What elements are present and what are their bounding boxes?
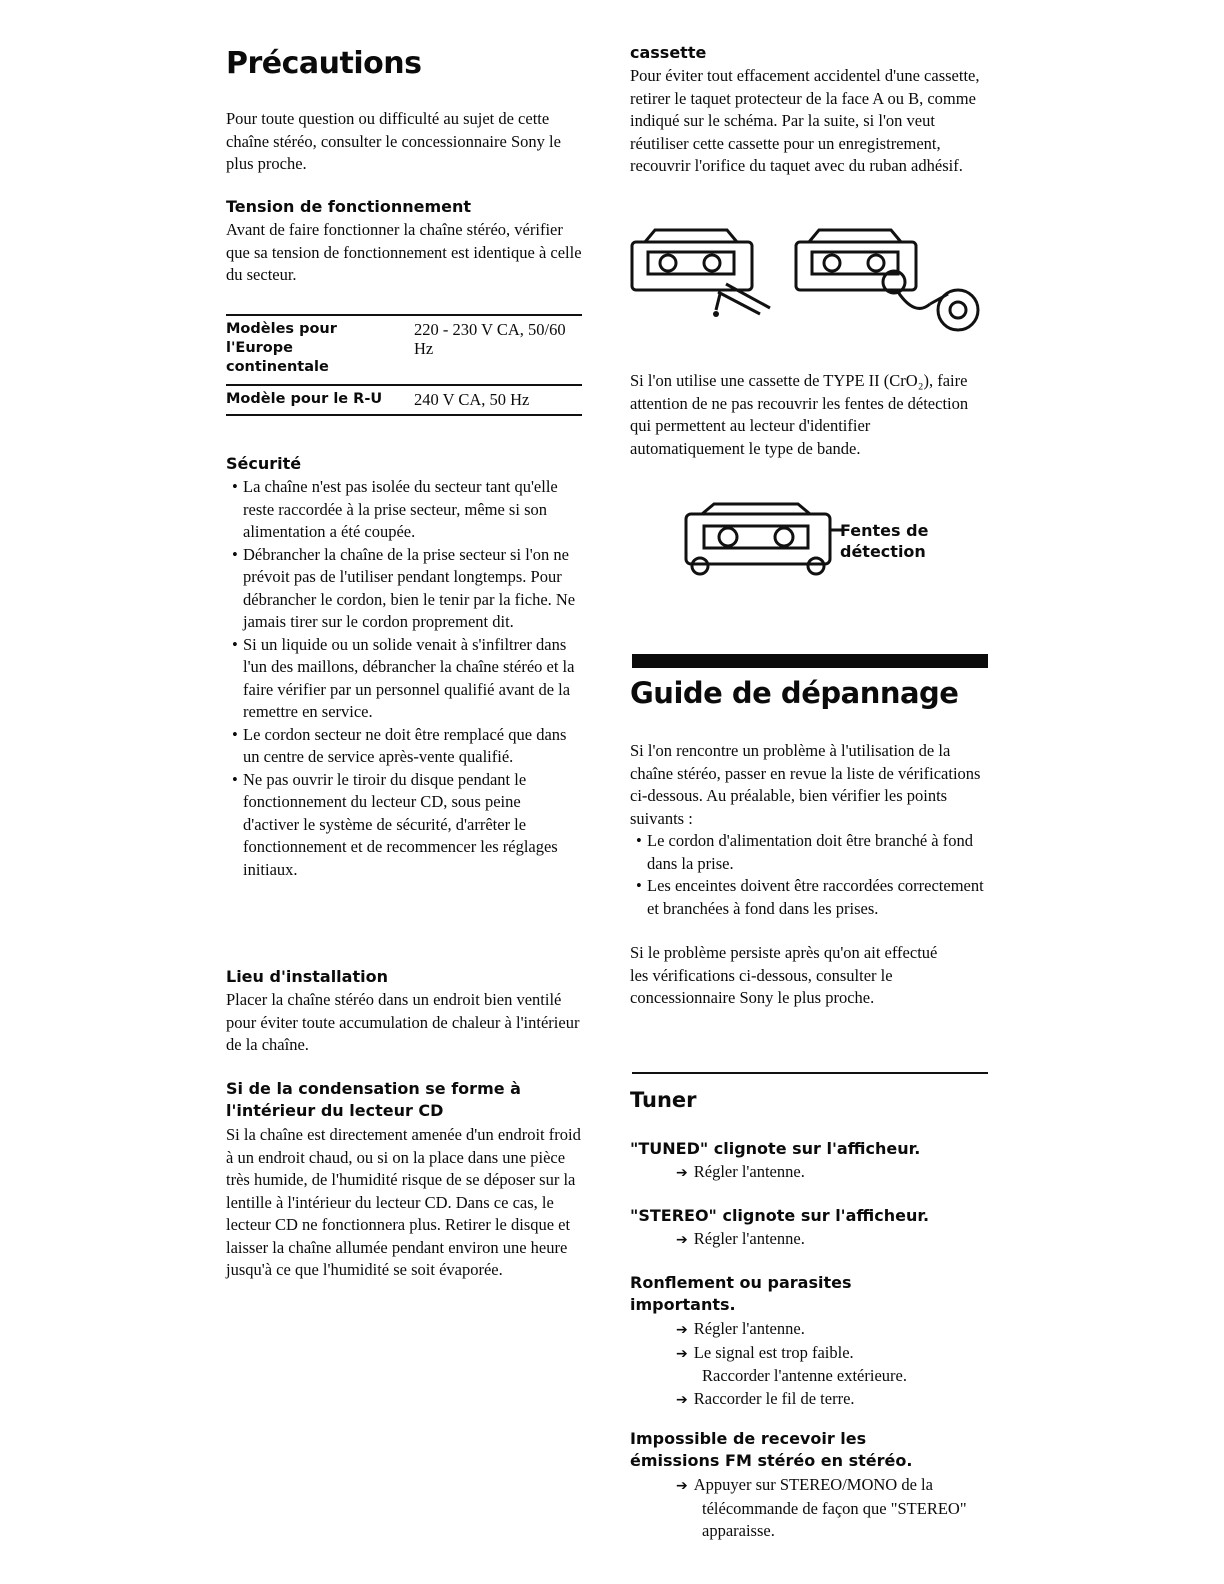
voltage-row-europe [226,314,582,384]
fix-text: Régler l'antenne. [693,1162,805,1181]
noise-fix-2b: Raccorder l'antenne extérieure. [702,1366,907,1385]
fix-text: Régler l'antenne. [693,1229,805,1248]
tension-heading: Tension de fonctionnement [226,197,472,216]
detection-slots-label [840,520,928,562]
arrow-right-icon: ➔ [676,1478,688,1494]
arrow-right-icon: ➔ [676,1322,688,1338]
tuner-heading: Tuner [630,1088,697,1112]
fix-text: Le signal est trop faible. [693,1342,854,1362]
arrow-right-icon: ➔ [676,1345,688,1362]
voltage-table [226,314,582,416]
cassette-tab-illustration [630,222,990,332]
guide-intro: Si l'on rencontre un problème à l'utilisation de la chaîne stéréo, passer en revue la liste de vérifications ci-dessous. Au préalable, bien vérifier les points suivants : [630,741,981,828]
list-item: • Les enceintes doivent être raccordées correctement et branchées à fond dans les prises. [630,875,984,920]
guide-checklist [630,830,984,920]
voltage-key: Modèle pour le R-U [226,391,383,407]
voltage-value: 240 V CA, 50 Hz [414,390,530,409]
lieu-text: Placer la chaîne stéréo dans un endroit bien ventilé pour éviter toute accumulation de chaleur à l'intérieur de la chaîne. [226,990,580,1054]
condensation-heading: Si de la condensation se forme à l'intérieur du lecteur CD [226,1079,521,1120]
securite-heading: Sécurité [226,454,302,473]
fm-fix-line [676,1474,982,1543]
page-title-precautions: Précautions [226,46,422,81]
stereo-heading: "STEREO" clignote sur l'afficheur. [630,1206,930,1225]
noise-fixes [676,1318,986,1411]
noise-fix-1 [676,1318,986,1342]
list-item: • Le cordon d'alimentation doit être branché à fond dans la prise. [630,830,984,875]
voltage-key: Modèles pour l'Europe continentale [226,321,337,375]
list-item: • Débrancher la chaîne de la prise secteur si l'on ne prévoit pas de l'utiliser pendant longtemps. Pour débrancher le cordon, bien le tenir par la fiche. Ne jamais tirer sur le cordon proprement dit. [226,544,578,634]
fix-text: Raccorder le fil de terre. [693,1388,855,1408]
voltage-value: 220 - 230 V CA, 50/60 Hz [414,320,566,358]
list-item: • Le cordon secteur ne doit être remplacé que dans un centre de service après-vente qualifié. [226,724,578,769]
fix-text: Appuyer sur STEREO/MONO de la télécommande de façon que "STEREO" apparaisse. [693,1475,967,1540]
intro-paragraph: Pour toute question ou difficulté au sujet de cette chaîne stéréo, consulter le concessionnaire Sony le plus proche. [226,109,561,173]
fix-text: Régler l'antenne. [693,1319,805,1338]
noise-heading: Ronflement ou parasites importants. [630,1273,852,1314]
fm-heading: Impossible de recevoir les émissions FM stéréo en stéréo. [630,1429,913,1470]
tension-text: Avant de faire fonctionner la chaîne stéréo, vérifier que sa tension de fonctionnement est identique à celle du secteur. [226,220,582,284]
type2-text: Si l'on utilise une cassette de TYPE II (CrO₂), faire attention de ne pas recouvrir les fentes de détection qui permettent au lecteur d'identifier automatiquement le type de bande. [630,371,969,458]
cassette-text: Pour éviter tout effacement accidentel d'une cassette, retirer le taquet protecteur de la face A ou B, comme indiqué sur le schéma. Par la suite, si l'on veut réutiliser cette cassette pour un enregistrement, recouvrir l'orifice du taquet avec du ruban adhésif. [630,66,980,175]
noise-fix-3 [676,1388,986,1412]
guide-title: Guide de dépannage [630,676,959,710]
detection-slots-illustration [682,500,842,580]
guide-outro: Si le problème persiste après qu'on ait effectué les vérifications ci-dessous, consulter le concessionnaire Sony le plus proche. [630,943,938,1007]
list-item: • Ne pas ouvrir le tiroir du disque pendant le fonctionnement du lecteur CD, sous peine d'activer le système de sécurité, d'arrêter le fonctionnement et de recommencer les réglages initiaux. [226,769,578,882]
lieu-heading: Lieu d'installation [226,967,388,986]
noise-fix-2 [676,1342,986,1366]
arrow-right-icon: ➔ [676,1165,688,1181]
fentes-label-line2: détection [840,542,926,561]
arrow-right-icon: ➔ [676,1391,688,1408]
fm-fix [676,1474,982,1543]
tuned-heading: "TUNED" clignote sur l'afficheur. [630,1139,921,1158]
cassette-heading: cassette [630,43,707,62]
arrow-right-icon: ➔ [676,1232,688,1248]
securite-list [226,476,578,881]
list-item: • Si un liquide ou un solide venait à s'infiltrer dans l'un des maillons, débrancher la chaîne stéréo et la faire vérifier par un personnel qualifié avant de la remettre en service. [226,634,578,724]
stereo-fix [676,1228,805,1252]
fentes-label-line1: Fentes de [840,521,929,540]
condensation-text: Si la chaîne est directement amenée d'un endroit froid à un endroit chaud, ou si on la place dans une pièce très humide, de l'humidité risque de se déposer sur la lentille à l'intérieur du lecteur CD. Dans ce cas, le lecteur CD ne fonctionnera plus. Retirer le disque et laisser la chaîne allumée pendant environ une heure jusqu'à ce que l'humidité se soit évaporée. [226,1125,581,1279]
tuner-rule [632,1072,988,1074]
tuned-fix [676,1161,805,1185]
voltage-row-uk [226,384,582,416]
section-bar [632,654,988,668]
list-item: • La chaîne n'est pas isolée du secteur tant qu'elle reste raccordée à la prise secteur, même si son alimentation a été coupée. [226,476,578,544]
